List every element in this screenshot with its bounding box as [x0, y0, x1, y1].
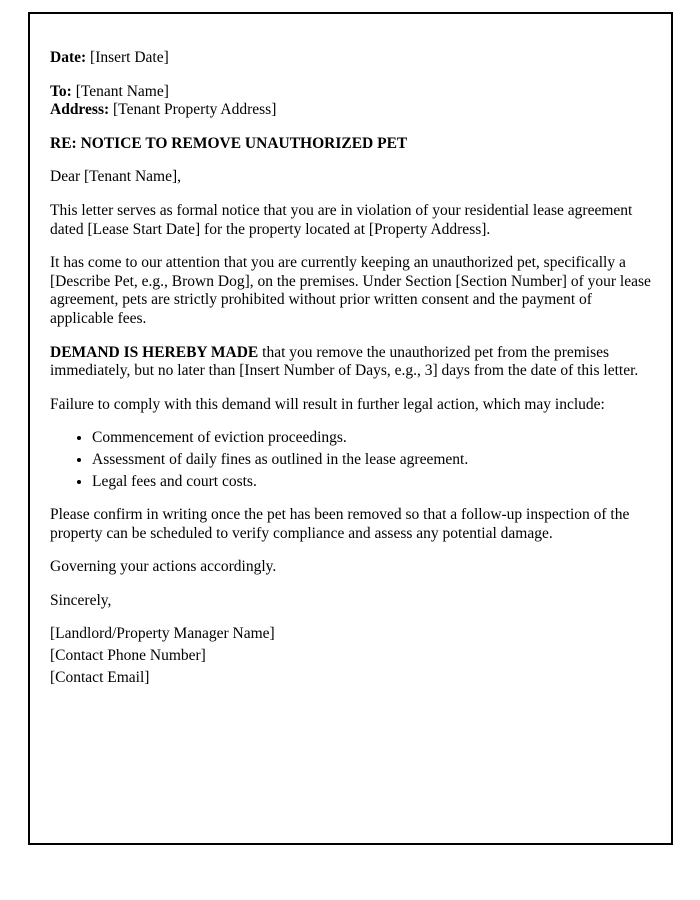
paragraph-governing: Governing your actions accordingly.	[50, 558, 277, 576]
address-value: [Tenant Property Address]	[109, 101, 277, 119]
salutation: Dear [Tenant Name],	[50, 168, 182, 186]
paragraph-confirm: Please confirm in writing once the pet has been removed so that a follow-up inspection of the property can be scheduled to verify compliance and assess any potential damage.	[50, 506, 630, 542]
consequences-list	[50, 429, 651, 491]
paragraph-violation: This letter serves as formal notice that you are in violation of your residential lease agreement dated [Lease Start Date] for the property located at [Property Address].	[50, 201, 633, 238]
address-label: Address:	[50, 101, 110, 119]
paragraph-demand	[50, 344, 651, 381]
date-line	[50, 49, 651, 68]
list-item: • Commencement of eviction proceedings.	[92, 429, 651, 448]
signature-phone: [Contact Phone Number]	[50, 647, 206, 665]
demand-rest-text: that you remove the unauthorized pet from the premises immediately, but no later than [Insert Number of Days, e.g., 3] days from the date of this letter.	[50, 343, 639, 380]
address-line	[50, 101, 651, 120]
signature-block	[50, 625, 651, 687]
signature-name: [Landlord/Property Manager Name]	[50, 625, 275, 643]
paragraph-attention: It has come to our attention that you are currently keeping an unauthorized pet, specifically a [Describe Pet, e.g., Brown Dog], on the premises. Under Section [Section Number] of your lease agreement, pets are strictly prohibited without prior written consent and the payment of applicable fees.	[50, 254, 651, 327]
letter-document	[28, 12, 673, 845]
list-item: • Legal fees and court costs.	[92, 473, 651, 492]
closing: Sincerely,	[50, 591, 112, 609]
subject-line: RE: NOTICE TO REMOVE UNAUTHORIZED PET	[50, 134, 408, 152]
to-value: [Tenant Name]	[71, 82, 169, 100]
demand-bold-text: DEMAND IS HEREBY MADE	[50, 343, 259, 361]
paragraph-failure: Failure to comply with this demand will result in further legal action, which may include:	[50, 395, 605, 413]
to-label: To:	[50, 82, 72, 100]
letter-body	[50, 49, 651, 687]
list-item: • Assessment of daily fines as outlined in the lease agreement.	[92, 451, 651, 470]
to-line	[50, 83, 651, 102]
date-value: [Insert Date]	[86, 49, 169, 66]
date-label: Date:	[50, 49, 87, 66]
signature-email: [Contact Email]	[50, 668, 150, 686]
